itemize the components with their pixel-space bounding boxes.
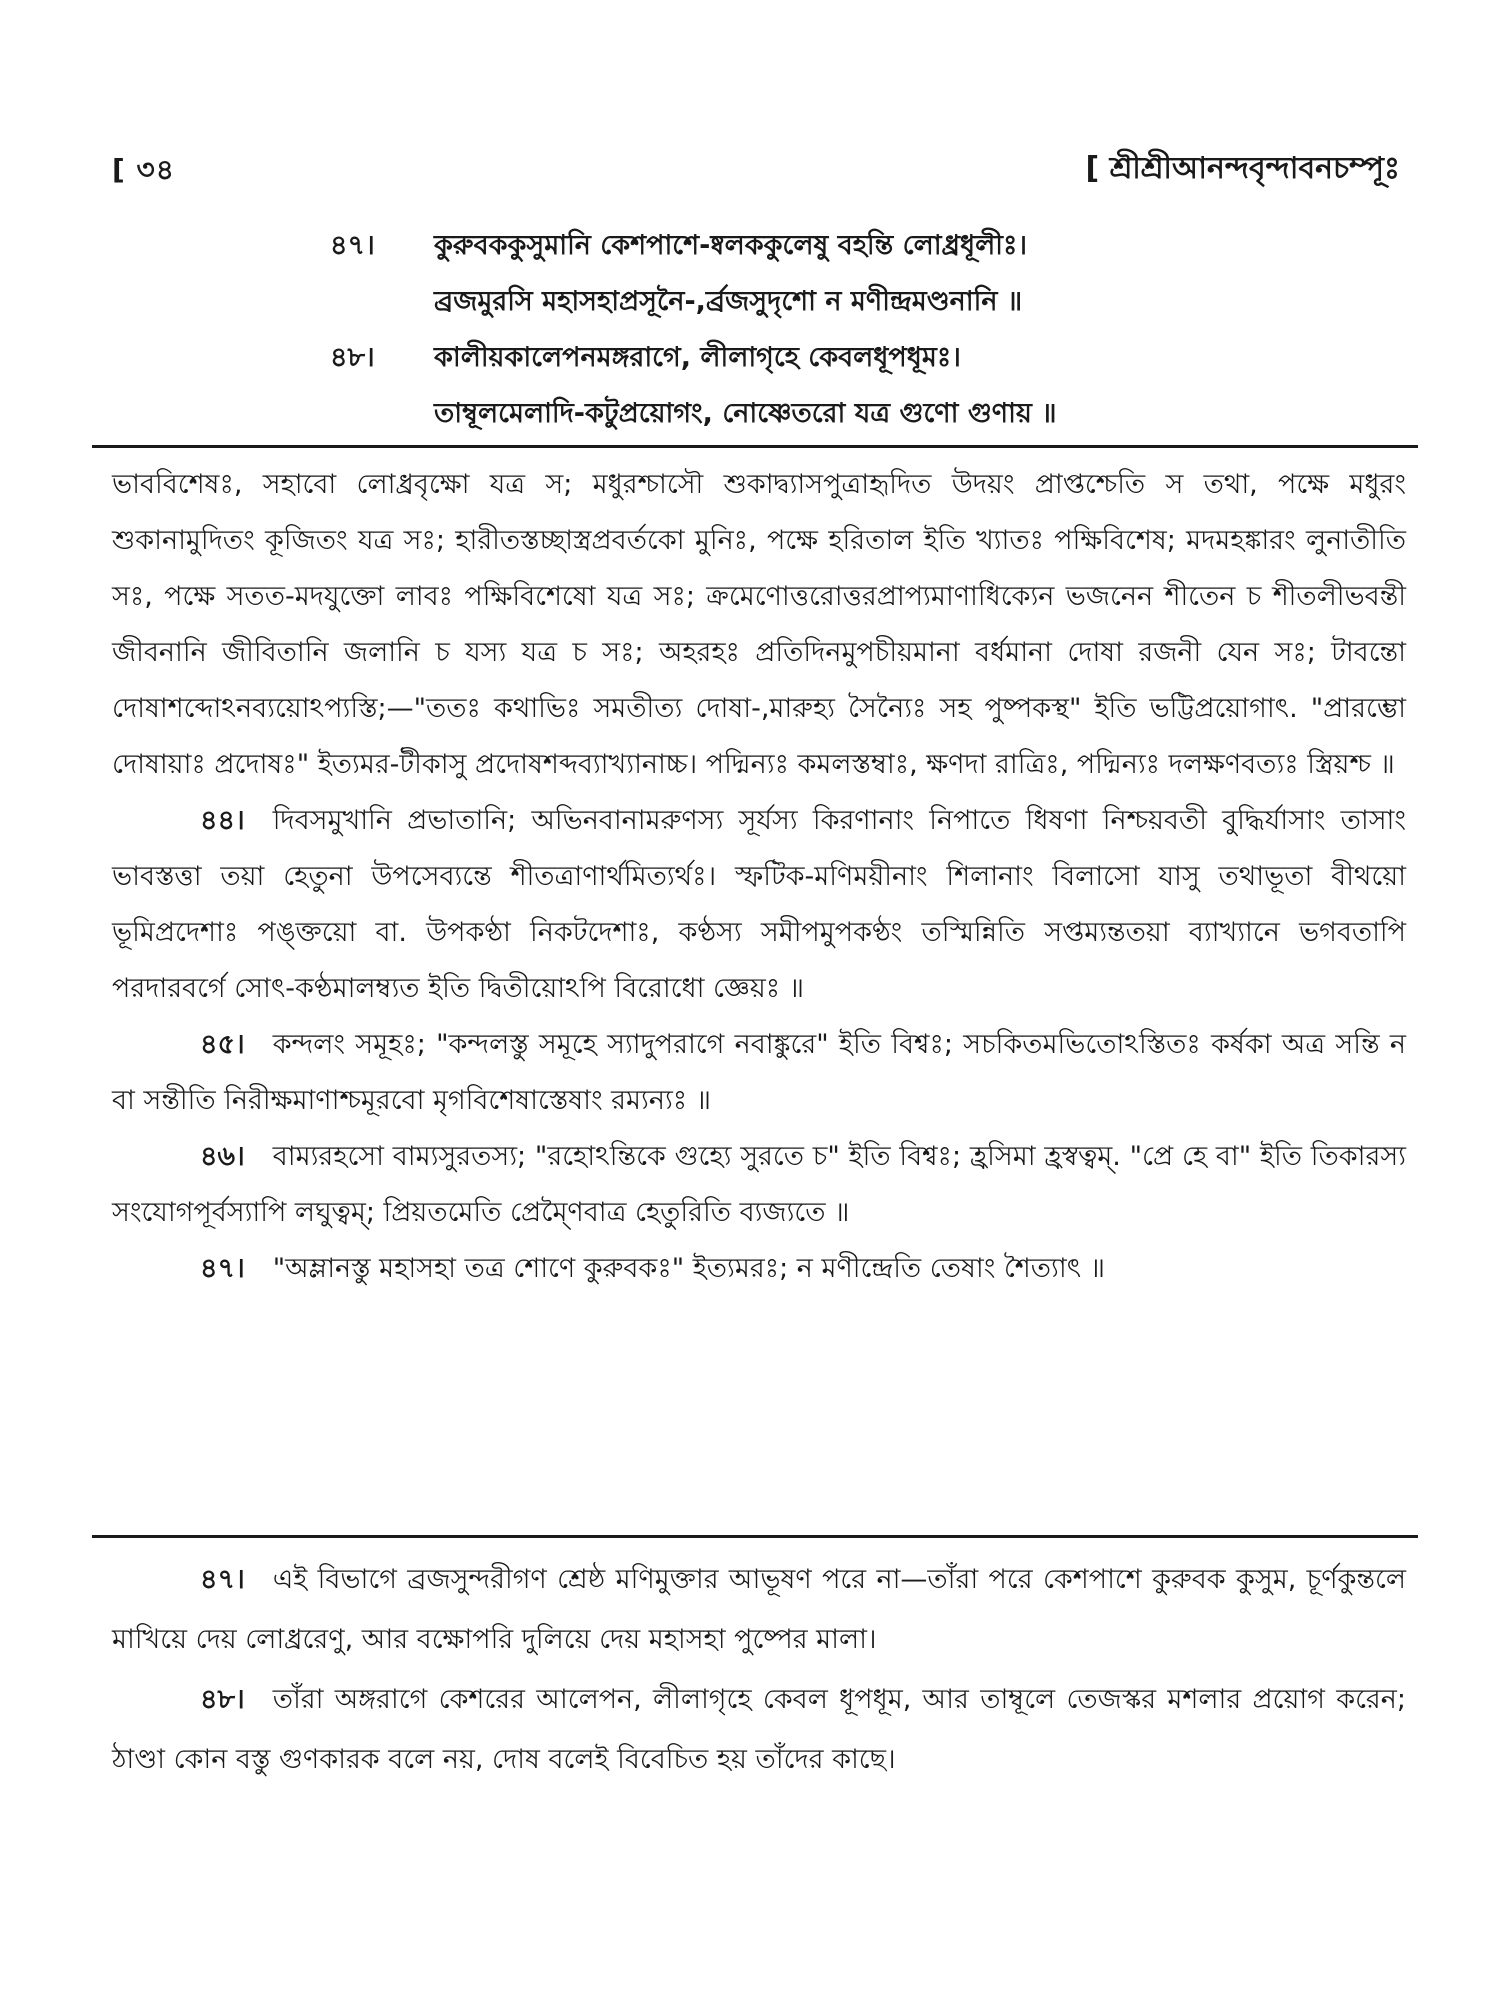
translation-number: ৪৮। (200, 1684, 245, 1715)
translation-paragraph (112, 1550, 1406, 1670)
commentary-text: ভাববিশেষঃ, সহাবো লোধ্রবৃক্ষো যত্র স; মধুরশ্চাসৌ শুকাদ্ব্যাসপুত্রাহৃদিত উদয়ং প্রাপ্তশ্চেতি স তথা, পক্ষে মধুরং শুকানামুদিতং কূজিতং যত্র সঃ; হারীতস্তচ্ছাস্ত্রপ্রবর্তকো মুনিঃ, পক্ষে হরিতাল ইতি খ্যাতঃ পক্ষিবিশেষ; মদমহঙ্কারং লুনাতীতি সঃ, পক্ষে সতত-মদযুক্তো লাবঃ পক্ষিবিশেষো যত্র সঃ; ক্রমেণোত্তরোত্তরপ্রাপ্যমাণাধিক্যেন ভজনেন শীতেন চ শীতলীভবন্তী জীবনানি জীবিতানি জলানি চ যস্য যত্র চ সঃ; অহরহঃ প্রতিদিনমুপচীয়মানা বর্ধমানা দোষা রজনী যেন সঃ; টাবন্তো দোষাশব্দোঽনব্যয়োঽপ্যস্তি;—"ততঃ কথাভিঃ সমতীত্য দোষা-,মারুহ্য সৈন্যৈঃ সহ পুষ্পকস্থ" ইতি ভট্টিপ্রয়োগাৎ. "প্রারম্ভো দোষায়াঃ প্রদোষঃ" ইত্যমর-টীকাসু প্রদোষশব্দব্যাখ্যানাচ্চ। পদ্মিন্যঃ কমলস্তম্বাঃ, ক্ষণদা রাত্রিঃ, পদ্মিন্যঃ দলক্ষণবত্যঃ স্ত্রিয়শ্চ ॥ (112, 469, 1406, 780)
commentary-paragraph (112, 1129, 1406, 1241)
verse-number: ৪৮। (330, 342, 375, 373)
translation-paragraph (112, 1670, 1406, 1790)
running-title: [ শ্রীশ্রীআনন্দবৃন্দাবনচম্পূঃ (1085, 151, 1400, 186)
verse-line (330, 386, 1410, 442)
verse-line (330, 218, 1410, 274)
commentary-paragraph (112, 1017, 1406, 1129)
verse-text: তাম্বূলমেলাদি-কটুপ্রয়োগং, নোষ্ণেতরো যত্র গুণো গুণায় ॥ (434, 398, 1057, 429)
commentary-paragraph (112, 457, 1406, 793)
verse-line (330, 330, 1410, 386)
translation-text: এই বিভাগে ব্রজসুন্দরীগণ শ্রেষ্ঠ মণিমুক্তার আভূষণ পরে না—তাঁরা পরে কেশপাশে কুরুবক কুসুম, চূর্ণকুন্তলে মাখিয়ে দেয় লোধ্ররেণু, আর বক্ষোপরি দুলিয়ে দেয় মহাসহা পুষ্পের মালা। (112, 1564, 1406, 1655)
commentary-text: কন্দলং সমূহঃ; "কন্দলস্তু সমূহে স্যাদুপরাগে নবাঙ্কুরে" ইতি বিশ্বঃ; সচকিতমভিতোঽস্তিতঃ কর্ষকা অত্র সন্তি ন বা সন্তীতি নিরীক্ষমাণাশ্চমূরবো মৃগবিশেষাস্তেষাং রম্যন্যঃ ॥ (112, 1029, 1406, 1116)
verse-text: ব্রজমুরসি মহাসহাপ্রসূনৈ-,র্ব্রজসুদৃশো ন মণীন্দ্রমণ্ডনানি ॥ (434, 286, 1023, 317)
commentary-number: ৪৫। (200, 1029, 245, 1060)
commentary-text: "অম্লানস্তু মহাসহা তত্র শোণে কুরুবকঃ" ইত্যমরঃ; ন মণীন্দ্রেতি তেষাং শৈত্যাৎ ॥ (272, 1253, 1105, 1284)
commentary-text: বাম্যরহসো বাম্যসুরতস্য; "রহোঽন্তিকে গুহ্যে সুরতে চ" ইতি বিশ্বঃ; হ্রসিমা হ্রস্বত্বম্. "প্রে হে বা" ইতি তিকারস্য সংযোগপূর্বস্যাপি লঘুত্বম্; প্রিয়তমেতি প্রেম্ণৈবাত্র হেতুরিতি ব্যজ্যতে ॥ (112, 1141, 1406, 1228)
commentary-number: ৪৭। (200, 1253, 245, 1284)
translation-number: ৪৭। (200, 1564, 245, 1595)
verse-text: কুরুবককুসুমানি কেশপাশে-ষ্বলককুলেষু বহন্তি লোধ্রধূলীঃ। (434, 230, 1027, 261)
commentary-text: দিবসমুখানি প্রভাতানি; অভিনবানামরুণস্য সূর্যস্য কিরণানাং নিপাতে ধিষণা নিশ্চয়বতী বুদ্ধির্যাসাং তাসাং ভাবস্তত্তা তয়া হেতুনা উপসেব্যন্তে শীতত্রাণার্থমিত্যর্থঃ। স্ফটিক-মণিময়ীনাং শিলানাং বিলাসো যাসু তথাভূতা বীথয়ো ভূমিপ্রদেশাঃ পঙ্ক্তয়ো বা. উপকণ্ঠা নিকটদেশাঃ, কণ্ঠস্য সমীপমুপকণ্ঠং তস্মিন্নিতি সপ্তম্যন্ততয়া ব্যাখ্যানে ভগবতাপি পরদারবর্গে সোৎ-কণ্ঠমালম্ব্যত ইতি দ্বিতীয়োঽপি বিরোধো জ্ঞেয়ঃ ॥ (112, 805, 1406, 1004)
page-number: [ ৩৪ (112, 153, 175, 186)
bengali-translation (112, 1550, 1406, 1790)
verse-number: ৪৭। (330, 230, 375, 261)
verse-line (330, 274, 1410, 330)
commentary-paragraph (112, 1241, 1406, 1297)
verse-text: কালীয়কালেপনমঙ্গরাগে, লীলাগৃহে কেবলধূপধূমঃ। (434, 342, 961, 373)
verse-block (330, 218, 1410, 442)
translation-text: তাঁরা অঙ্গরাগে কেশরের আলেপন, লীলাগৃহে কেবল ধূপধূম, আর তাম্বূলে তেজস্কর মশলার প্রয়োগ করেন; ঠাণ্ডা কোন বস্তু গুণকারক বলে নয়, দোষ বলেই বিবেচিত হয় তাঁদের কাছে। (112, 1684, 1406, 1775)
sanskrit-commentary (112, 457, 1406, 1297)
section-divider (92, 1535, 1418, 1538)
section-divider (92, 445, 1418, 448)
commentary-number: ৪৬। (200, 1141, 245, 1172)
commentary-paragraph (112, 793, 1406, 1017)
commentary-number: ৪৪। (200, 805, 245, 836)
